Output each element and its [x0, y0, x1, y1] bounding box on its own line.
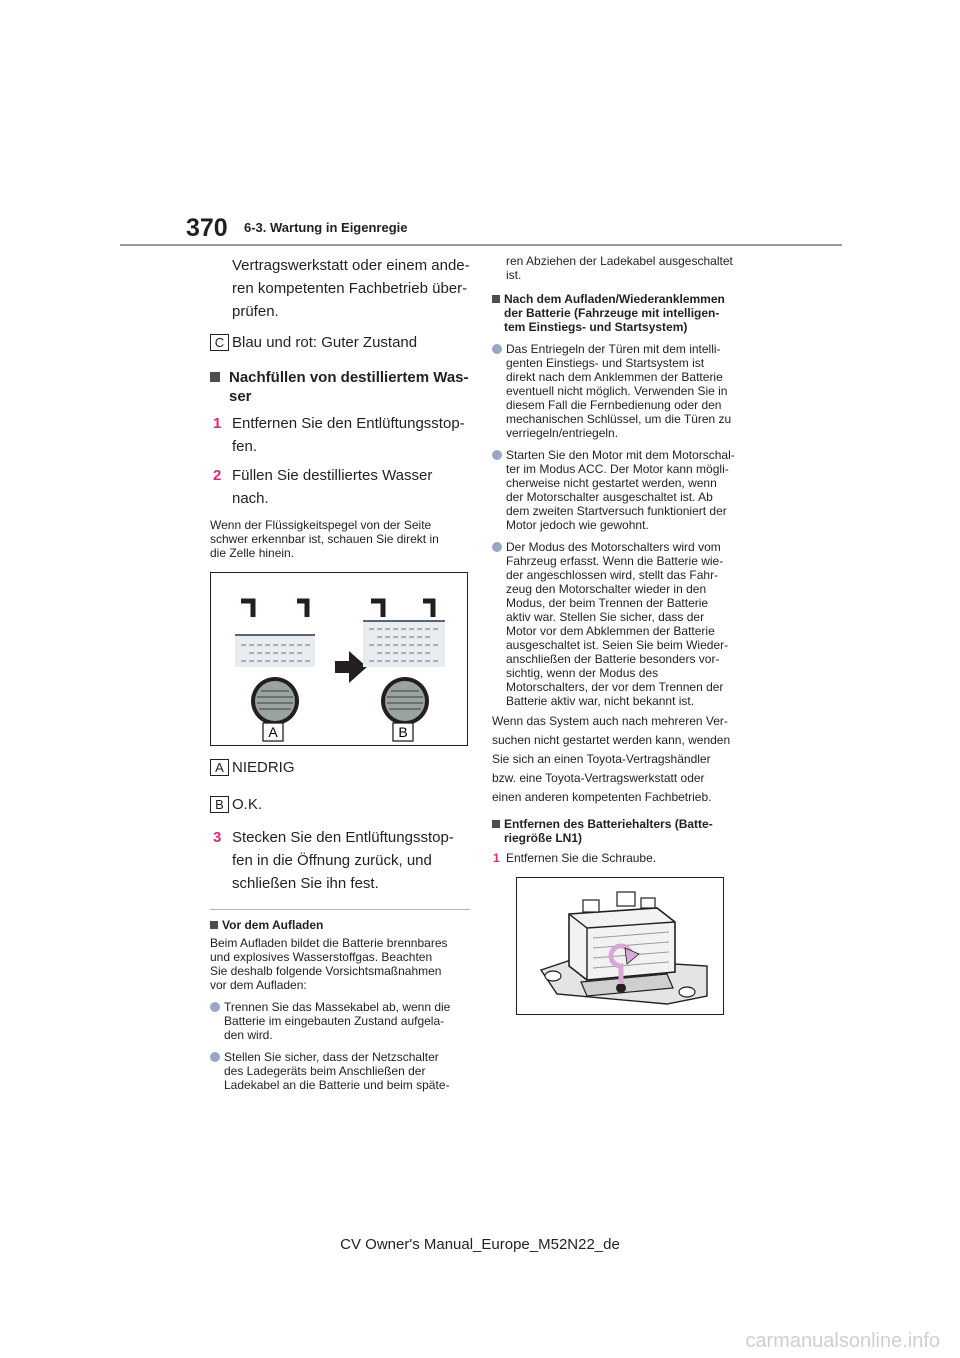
step-1: 1 Entfernen Sie den Entlüftungsstop- fen.: [210, 412, 470, 458]
header-rule: [120, 244, 842, 246]
closing-paragraph: Wenn das System auch nach mehreren Ver- suchen nicht gestartet werden kann, wenden Sie sich an einen Toyota-Vertragshändler bzw. eine Toyota-Vertragswerkstatt oder einen anderen kompetenten Fachbetrieb.: [492, 714, 731, 804]
round-bullet-icon: [492, 450, 502, 460]
fluid-level-figure: [210, 572, 468, 746]
label-b-item: [210, 793, 470, 816]
label-a-text: NIEDRIG: [232, 759, 295, 776]
step-2: 2 Füllen Sie destilliertes Wasser nach.: [210, 464, 470, 510]
round-bullet-icon: [492, 344, 502, 354]
after-charging-bullet-3: Der Modus des Motorschalters wird vom Fahrzeug erfasst. Wenn die Batterie wie- der angeschlossen wird, stellt das Fahr- zeug den Motorschalter wieder in den Modus, der beim Trennen der Batterie aktiv war. Stellen Sie sicher, dass der Motor vor dem Abklemmen der Batterie ausgeschaltet ist. Seien Sie beim Wieder- anschließen der Batterie besonders vor- sichtig, wenn der Modus des Motorschalters, der vor dem Trennen der Batterie aktiv war, nicht bekannt ist.: [492, 540, 757, 708]
refill-heading: Nachfüllen von destilliertem Was- ser: [210, 368, 470, 406]
figure-label-b: B: [398, 724, 408, 740]
square-bullet-icon: [210, 372, 220, 382]
label-box-c: C: [210, 334, 229, 351]
fluid-low: [235, 635, 315, 667]
before-charging-bullet-1: Trennen Sie das Massekabel ab, wenn die Batterie im eingebauten Zustand aufgela- den wird.: [210, 1000, 470, 1042]
page-number: 370: [186, 214, 228, 242]
removal-step-1: 1 Entfernen Sie die Schraube.: [493, 851, 657, 865]
square-bullet-icon: [492, 820, 500, 828]
cell-wall-left: [241, 601, 253, 617]
step-3: 3 Stecken Sie den Entlüftungsstop- fen in die Öffnung zurück, und schließen Sie ihn fest.: [210, 826, 470, 895]
footer-document-id: CV Owner's Manual_Europe_M52N22_de: [340, 1236, 620, 1253]
continued-text: Vertragswerkstatt oder einem ande- ren kompetenten Fachbetrieb über- prüfen.: [232, 257, 470, 320]
section-divider: [210, 909, 470, 910]
round-bullet-icon: [210, 1052, 220, 1062]
label-box-b: B: [210, 796, 229, 813]
step-number: 3: [213, 829, 222, 846]
label-a-item: [210, 756, 470, 779]
fluid-ok: [363, 621, 445, 667]
label-b-text: O.K.: [232, 796, 263, 813]
label-box-a: A: [210, 759, 229, 776]
removal-heading: Entfernen des Batteriehalters (Batte- riegröße LN1): [492, 817, 757, 845]
square-bullet-icon: [492, 295, 500, 303]
label-c-item: [210, 331, 470, 354]
level-note: Wenn der Flüssigkeitspegel von der Seite schwer erkennbar ist, schauen Sie direkt in die Zelle hinein.: [210, 518, 439, 560]
round-bullet-icon: [492, 542, 502, 552]
before-charging-bullet-2: Stellen Sie sicher, dass der Netzschalter des Ladegeräts beim Anschließen der Ladekabel an die Batterie und beim späte-: [210, 1050, 470, 1092]
screw-icon: [616, 983, 626, 993]
cell-wall-right: [297, 601, 307, 617]
arrow-right-icon: [335, 651, 367, 683]
step-number: 1: [213, 415, 222, 432]
round-bullet-icon: [210, 1002, 220, 1012]
before-charging-heading: Vor dem Aufladen: [210, 918, 470, 932]
section-title: 6-3. Wartung in Eigenregie: [244, 220, 408, 235]
after-charging-heading: Nach dem Aufladen/Wiederanklemmen der Batterie (Fahrzeuge mit intelligen- tem Einstiegs- und Startsystem): [492, 292, 757, 334]
before-charging-intro: Beim Aufladen bildet die Batterie brennbares und explosives Wasserstoffgas. Beachten Sie deshalb folgende Vorsichtsmaßnahmen vor dem Aufladen:: [210, 936, 448, 992]
fluid-level-illustration: [211, 573, 467, 745]
battery-holder-illustration: [517, 878, 723, 1014]
label-c-text: Blau und rot: Guter Zustand: [232, 334, 418, 351]
watermark: carmanualsonline.info: [745, 1330, 940, 1352]
figure-label-a: A: [268, 724, 278, 740]
square-bullet-icon: [210, 921, 218, 929]
battery-holder-figure: [516, 877, 724, 1015]
right-column: [492, 254, 757, 1015]
continued-bullet: ren Abziehen der Ladekabel ausgeschaltet ist.: [506, 254, 733, 282]
after-charging-bullet-1: Das Entriegeln der Türen mit dem intelli- genten Einstiegs- und Startsystem ist direkt nach dem Anklemmen der Batterie eventuell nicht möglich. Verwenden Sie in diesem Fall die Fernbedienung oder den mechanischen Schlüssel, um die Türen zu verriegeln/entriegeln.: [492, 342, 757, 440]
left-column: [210, 254, 470, 1092]
step-number: 1: [493, 851, 500, 865]
after-charging-bullet-2: Starten Sie den Motor mit dem Motorschal- ter im Modus ACC. Der Motor kann mögli- cherweise nicht gestartet werden, wenn der Motorschalter ausgeschaltet ist. Ab dem zweiten Startversuch funktioniert der Motor jedoch wie gewohnt.: [492, 448, 757, 532]
step-number: 2: [213, 467, 222, 484]
